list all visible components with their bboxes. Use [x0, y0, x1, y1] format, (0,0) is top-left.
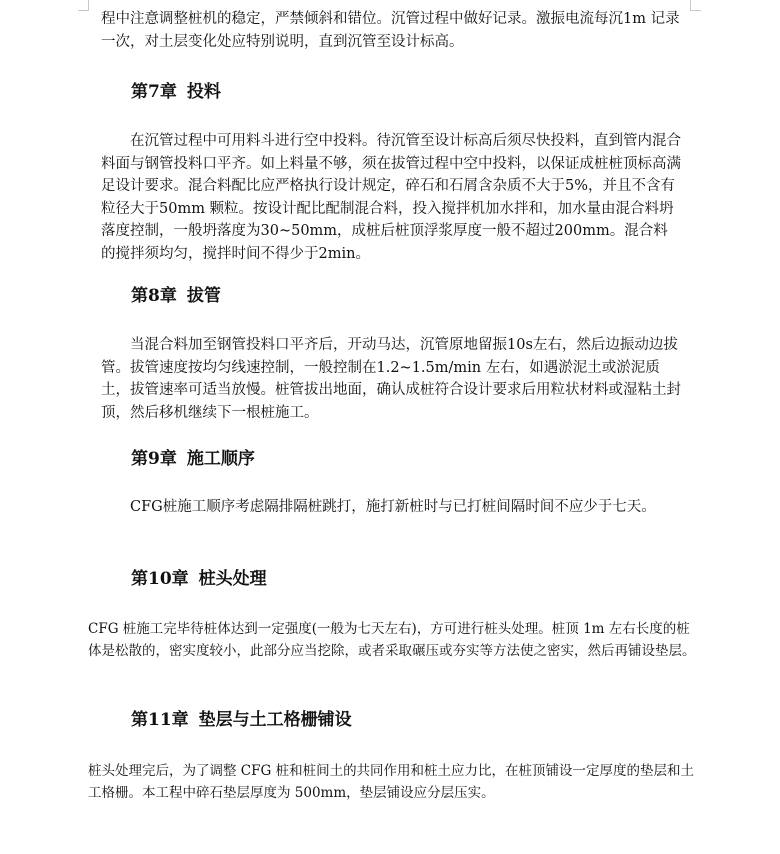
paragraph-construction-order: CFG桩施工顺序考虑隔排隔桩跳打，施打新桩时与已打桩间隔时间不应少于七天。 — [130, 499, 656, 515]
chapter-10-title: 桩头处理 — [198, 569, 267, 589]
paragraph-pipe-pulling: 当混合料加至钢管投料口平齐后，开动马达，沉管原地留振10s左右，然后边振动边拔管。拔管速度按均匀线速控制，一般控制在1.2~1.5m/min 左右，如遇淤泥土或淤泥质土，拔管速率可适当放慢。桩管拔出地面，确认成桩符合设计要求后用粒状材料或湿粘土封顶，然后移机继续下一根桩施工。 — [101, 337, 681, 421]
chapter-10-heading — [131, 567, 267, 591]
chapter-7-heading — [131, 80, 221, 104]
chapter-9-heading — [131, 447, 255, 471]
chapter-8-number: 第8章 — [131, 286, 177, 306]
paragraph-feeding: 在沉管过程中可用料斗进行空中投料。待沉管至设计标高后须尽快投料，直到管内混合料面与钢管投料口平齐。如上料量不够，须在拔管过程中空中投料，以保证成桩桩顶标高满足设计要求。混合料配比应严格执行设计规定，碎石和石屑含杂质不大于5%，并且不含有粒径大于50mm 颗粒。按设计配比配制混合料，投入搅拌机加水拌和，加水量由混合料坍落度控制，一般坍落度为30~50mm，成桩后桩顶浮浆厚度一般不超过200mm。混合料的搅拌须均匀，搅拌时间不得少于2min。 — [101, 133, 681, 262]
chapter-9-number: 第9章 — [131, 449, 177, 469]
chapter-9-title: 施工顺序 — [186, 449, 255, 469]
paragraph-pile-head-treatment: CFG 桩施工完毕待桩体达到一定强度(一般为七天左右)，方可进行桩头处理。桩顶 1m 左右长度的桩体是松散的，密实度较小，此部分应当挖除，或者采取碾压或夯实等方法使之密实，然后再铺设垫层。 — [88, 621, 696, 659]
chapter-8-title: 拔管 — [186, 286, 221, 306]
paragraph-sinking-record: 程中注意调整桩机的稳定，严禁倾斜和错位。沉管过程中做好记录。激振电流每沉1m 记录一次，对土层变化处应特别说明，直到沉管至设计标高。 — [101, 11, 680, 50]
chapter-10-number: 第10章 — [131, 569, 189, 589]
chapter-11-number: 第11章 — [131, 710, 189, 730]
page-corner-mark-right — [690, 0, 701, 11]
chapter-11-title: 垫层与土工格栅铺设 — [198, 710, 352, 730]
chapter-8-heading — [131, 284, 221, 308]
chapter-7-title: 投料 — [186, 82, 221, 102]
page-corner-mark-left — [78, 0, 89, 11]
chapter-11-heading — [131, 708, 352, 732]
paragraph-cushion-geogrid: 桩头处理完后，为了调整 CFG 桩和桩间土的共同作用和桩土应力比，在桩顶铺设一定厚度的垫层和土工格栅。本工程中碎石垫层厚度为 500mm，垫层铺设应分层压实。 — [88, 763, 695, 801]
chapter-7-number: 第7章 — [131, 82, 177, 102]
